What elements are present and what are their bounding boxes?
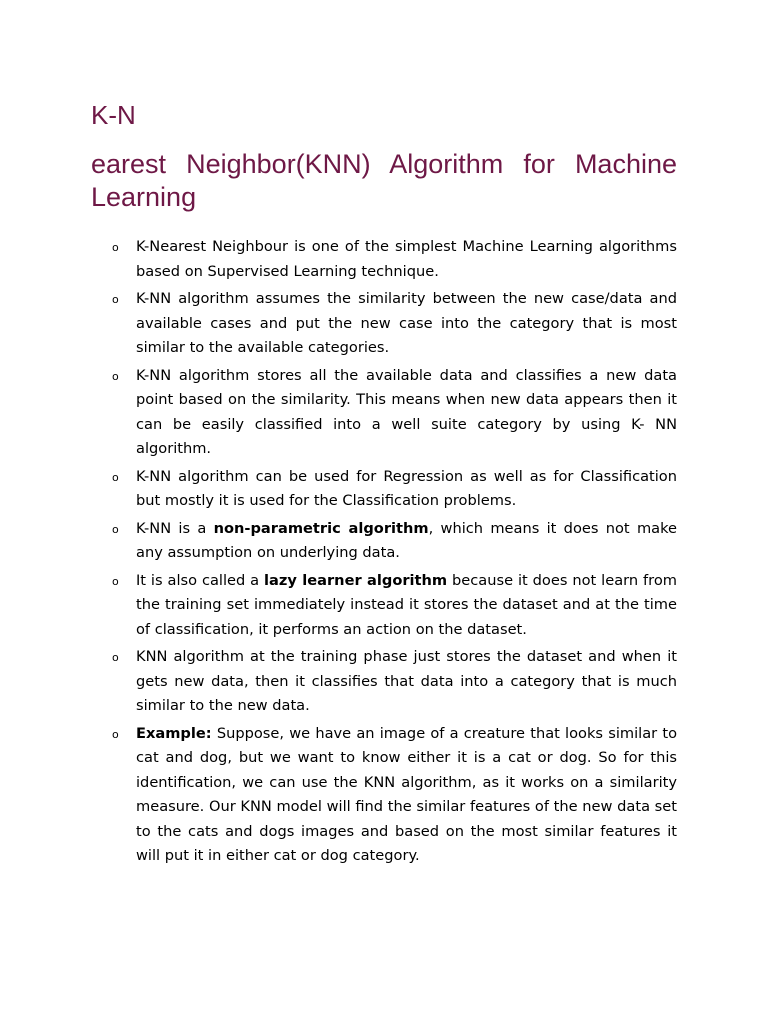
list-item-text [136,364,677,462]
item-text: K-NN algorithm assumes the similarity between the new case/data and available cases and put the new case into the category that is most similar to the available categories. [136,290,677,356]
bullet-marker: o [112,727,119,741]
bullet-marker: o [112,241,119,254]
item-bold-text: non-parametric algorithm [213,519,429,537]
list-item [0,722,768,869]
item-bold-text: lazy learner algorithm [264,571,448,589]
item-text: K-NN algorithm can be used for Regression as well as for Classification but mostly it is used for the Classification problems. [136,467,677,509]
bullet-marker: o [112,470,119,484]
list-item [0,235,768,284]
item-text-after: , which means it does not make any assumption on underlying data. [136,519,678,561]
list-item [0,517,768,566]
item-text: K-NN algorithm stores all the available data and classifies a new data point based on the similarity. This means when new data appears then it can be easily classified into a well suite category by using K- NN algorithm. [136,366,677,457]
list-item [0,465,768,514]
list-item-text [136,645,677,719]
list-item-text [136,287,677,361]
bullet-marker: o [112,522,119,536]
item-bold-text: Example: [136,724,212,742]
item-text-after: Suppose, we have an image of a creature that looks similar to cat and dog, but we want to know either it is a cat or dog. So for this identification, we can use the KNN algorithm, as it works on a similarity measure. Our KNN model will find the similar features of the new data set to the cats and dogs images and based on the most similar features it will put it in either cat or dog category. [136,724,677,864]
page-title: earest Neighbor(KNN) Algorithm for Machine Learning [91,149,677,212]
item-text: K-Nearest Neighbour is one of the simplest Machine Learning algorithms based on Supervised Learning technique. [136,238,677,280]
bullet-marker: o [112,293,119,306]
list-item-text [136,235,677,284]
bullet-marker: o [112,574,119,588]
list-item [0,645,768,719]
bullet-marker: o [112,369,119,383]
list-item [0,569,768,643]
bullet-list [0,235,768,872]
item-text-after: because it does not learn from the training set immediately instead it stores the dataset and at the time of classification, it performs an action on the dataset. [136,571,678,638]
item-text: K-NN is a [136,519,214,537]
item-text: KNN algorithm at the training phase just stores the dataset and when it gets new data, then it classifies that data into a category that is much similar to the new data. [136,648,677,714]
item-text: It is also called a [136,571,265,589]
list-item-text [136,465,677,514]
list-item [0,287,768,361]
list-item-text [136,517,677,566]
list-item [0,364,768,462]
list-item-text [136,722,677,869]
heading-fragment: K-N [91,100,136,130]
list-item-text [136,569,677,643]
bullet-marker: o [112,651,119,664]
